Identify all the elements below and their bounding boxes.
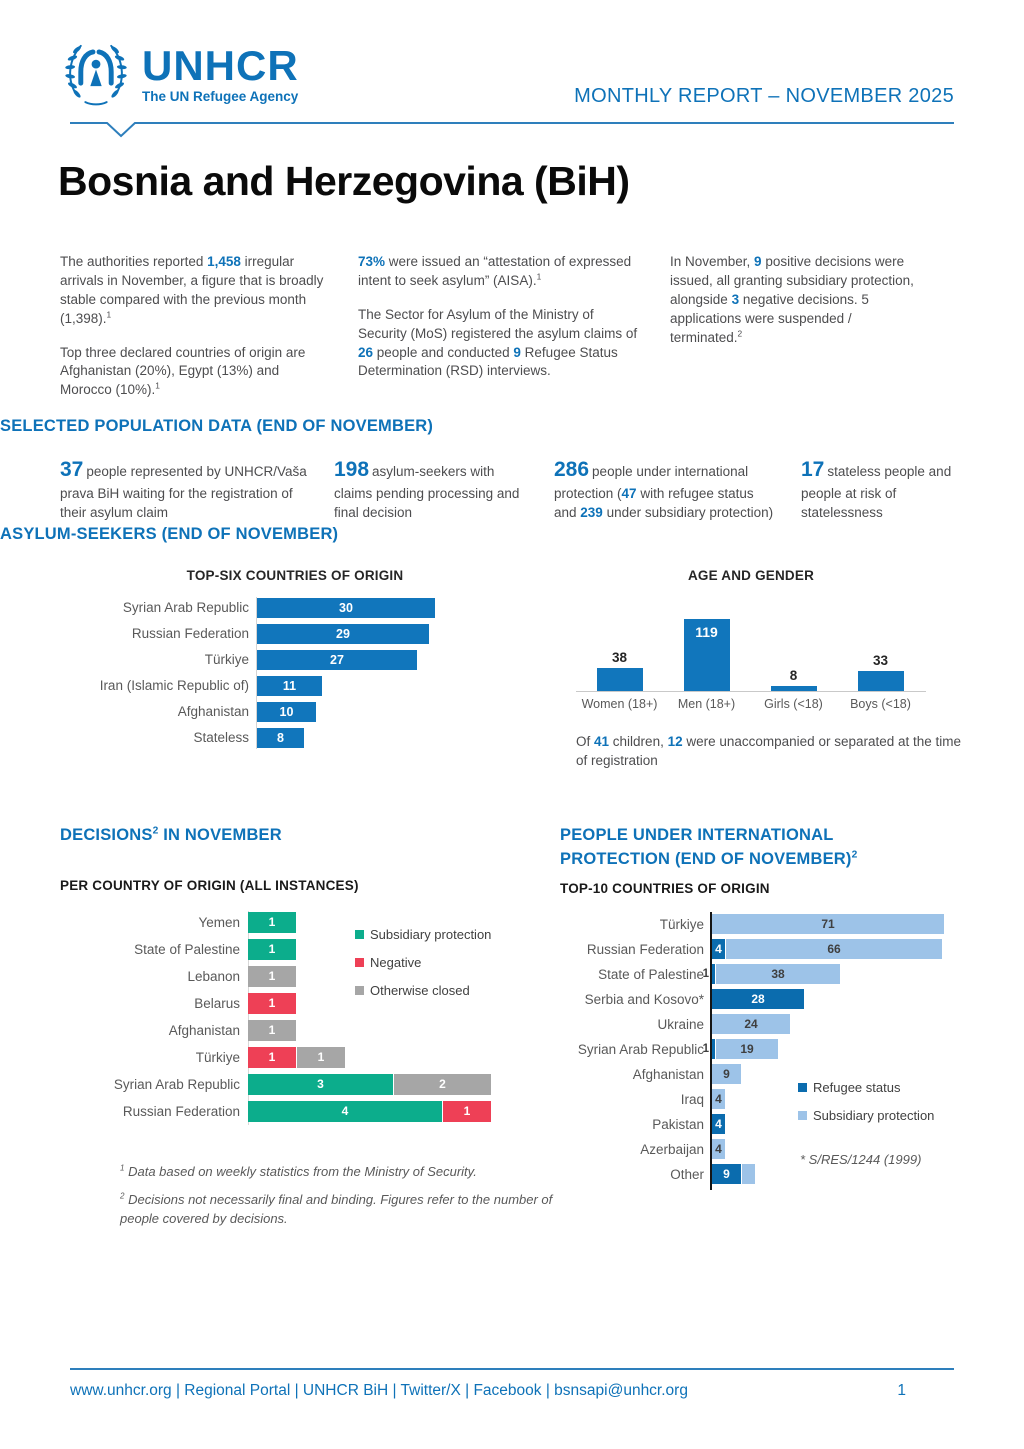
intro-column-2 [358,253,644,415]
decisions-subheading: PER COUNTRY OF ORIGIN (ALL INSTANCES) [60,877,359,893]
bar-row [560,1037,964,1062]
category-label: Russian Federation [586,941,704,957]
bar-row [560,987,964,1012]
bar-value-label: 10 [279,704,294,719]
bar-segments [248,966,296,987]
bar-segments [702,1039,778,1059]
category-label: State of Palestine [134,941,240,957]
bottom-sections [60,824,1024,1239]
footnote-2: $^2$ Decisions not necessarily final and binding. Figures refer to the number of people covered by decisions. [120,1192,553,1227]
bar [771,686,817,691]
bar-value-label: 1 [268,942,276,957]
intro-paragraph: The authorities reported 1,458 irregular arrivals in November, a figure that is broadly stable compared with the previous month (1,398).$^1$ [60,254,324,326]
unhcr-emblem-icon [58,36,134,112]
age-gender-bars [576,587,926,692]
bar-value-label: 8 [277,730,284,745]
category-label: Russian Federation [122,1103,240,1119]
bar-segment [742,1164,755,1184]
legend-swatch-icon [355,986,364,995]
legend-label: Refugee status [813,1079,901,1095]
logo-text [142,41,299,104]
bar-segments [248,1101,491,1122]
asylum-section-heading: ASYLUM-SEEKERS (END OF NOVEMBER) [0,524,339,543]
bar-segment [712,1164,742,1184]
legend-swatch-icon [355,930,364,939]
bar-segment [248,1074,394,1095]
bar-row [60,725,560,751]
category-label: Lebanon [187,968,240,984]
top-six-bars [60,595,560,751]
bar-value-label: 24 [744,1017,758,1032]
bar-row [60,1044,560,1071]
bar-segment [443,1101,491,1122]
bar-segment [712,939,726,959]
decisions-section [60,824,560,1239]
age-gender-categories [576,697,926,711]
protection-heading: PEOPLE UNDER INTERNATIONAL PROTECTION (END OF NOVEMBER)$^2$ [560,826,858,868]
category-label: Afghanistan [632,1066,704,1082]
category-label: Men (18+) [677,696,736,711]
bar-value-label: 4 [715,942,722,957]
category-label: Yemen [198,914,240,930]
category-label: State of Palestine [598,966,704,982]
bar-value-label: 1 [268,996,276,1011]
category-label: Belarus [194,995,240,1011]
population-stats [60,456,964,522]
legend-swatch-icon [355,958,364,967]
footer-links[interactable]: www.unhcr.org | Regional Portal | UNHCR BiH | Twitter/X | Facebook | bsnsapi@unhcr.org [70,1382,688,1399]
bar-value-label: 28 [751,992,765,1007]
children-note: Of 41 children, 12 were unaccompanied or separated at the time of registration [576,733,962,768]
decisions-legend [355,927,491,1011]
logo-title: UNHCR [142,41,299,89]
stat-stateless [801,456,964,522]
category-label: Afghanistan [177,704,249,720]
unhcr-logo [58,36,299,112]
bar-value-label: 66 [827,942,841,957]
intro-section [60,253,964,415]
report-title: MONTHLY REPORT – NOVEMBER 2025 [574,85,954,107]
header-divider [70,122,954,124]
chart-top-six-countries [60,568,560,771]
intro-paragraph: 73% were issued an “attestation of expressed intent to seek asylum” (AISA).$^1$ [358,254,632,288]
population-section-heading: SELECTED POPULATION DATA (END OF NOVEMBER) [0,417,434,436]
category-label: Ukraine [657,1016,704,1032]
bar-value-label: 119 [695,623,718,640]
bar-segment [712,1014,790,1034]
bar-segment [248,939,296,960]
bar-value-label: 1 [268,915,276,930]
bar-value-label: 1 [702,968,709,981]
bar-value-label: 9 [723,1167,730,1182]
bar-segment [712,989,804,1009]
legend-item [798,1108,934,1123]
legend-swatch-icon [798,1111,807,1120]
category-label: Serbia and Kosovo* [584,991,704,1007]
bar-value-label: 8 [789,667,798,683]
category-label: Türkiye [204,652,249,668]
protection-section [560,824,964,1239]
bar-segment [248,966,296,987]
bar-segment [716,964,840,984]
bar-segment [712,1064,741,1084]
bar-value-label: 9 [723,1067,730,1082]
bar-segment [248,993,296,1014]
bar [684,619,730,691]
legend-label: Subsidiary protection [813,1107,935,1123]
bar-row [560,1012,964,1037]
chart-age-gender [576,568,976,771]
bar-segments [712,1139,725,1159]
stat-text: people represented by UNHCR/Vaša prava BiH waiting for the registration of their asylum claim [60,464,307,520]
bar-segment [716,1039,778,1059]
page-number: 1 [897,1382,906,1399]
protection-subheading: TOP-10 COUNTRIES OF ORIGIN [560,880,770,896]
legend-item [355,955,491,970]
bar [257,598,435,618]
intro-paragraph: The Sector for Asylum of the Ministry of Security (MoS) registered the asylum claims of 26 people and conducted 9 Refugee Status Determination (RSD) interviews. [358,306,638,379]
stat-text: people under international protection (47 with refugee status and 239 under subsidiary protection) [554,464,774,520]
bar-segment [726,939,942,959]
bar [257,624,429,644]
bar-value-label: 3 [317,1077,324,1092]
category-label: Türkiye [195,1049,240,1065]
page-header [0,0,1024,122]
bar-segments [712,939,942,959]
bar-segment [248,1047,297,1068]
bar [257,676,322,696]
bar-value-label: 4 [715,1092,722,1107]
footnote-1: $^1$ Data based on weekly statistics from the Ministry of Security. [120,1163,477,1179]
bar-segment [248,1101,443,1122]
bar-value-label: 11 [282,678,297,693]
bar-column [576,650,663,691]
stat-text: asylum-seekers with claims pending processing and final decision [334,464,520,520]
bar-segment [712,1139,725,1159]
category-label: Iran (Islamic Republic of) [99,678,249,694]
bar-segment [248,912,296,933]
bar-segments [248,939,296,960]
legend-swatch-icon [798,1083,807,1092]
bar-segment [297,1047,345,1068]
bar-value-label: 1 [702,1043,709,1056]
kosovo-footnote: * S/RES/1244 (1999) [800,1151,922,1167]
legend-item [798,1080,934,1095]
bar-value-label: 1 [317,1050,325,1065]
legend-label: Subsidiary protection [370,926,492,942]
header-notch-icon [105,122,137,138]
bar-column [837,653,924,691]
category-label: Pakistan [652,1116,704,1132]
bar-segments [712,989,804,1009]
decisions-heading: DECISIONS$^2$ IN NOVEMBER [60,825,282,845]
intro-column-1 [60,253,332,415]
bar-value-label: 33 [872,652,889,668]
bar-segments [712,1014,790,1034]
bar [597,668,643,691]
legend-label: Negative [370,954,422,970]
bar-row [60,1017,560,1044]
protection-legend [798,1080,934,1136]
bar-segments [712,1164,755,1184]
category-label: Iraq [680,1091,704,1107]
category-label: Türkiye [659,916,704,932]
category-label: Stateless [193,730,249,746]
chart-title: AGE AND GENDER [687,567,815,583]
stat-waiting-registration [60,456,312,522]
bar-segments [712,1064,741,1084]
age-gender-plot [576,587,976,711]
stat-international-protection [554,456,779,522]
bar-segment [248,1020,296,1041]
stat-value: 37 [60,458,84,482]
page-footer [70,1368,954,1400]
category-label: Syrian Arab Republic [577,1041,704,1057]
bar [257,702,316,722]
intro-paragraph: In November, 9 positive decisions were issued, all granting subsidiary protection, alongside 3 negative decisions. 5 applications were suspended / terminated.$^2$ [670,254,914,345]
bar-value-label: 1 [268,969,276,984]
category-label: Azerbaijan [640,1141,704,1157]
bar-column [663,619,750,691]
bar [858,671,904,691]
category-label: Syrian Arab Republic [122,600,249,616]
bar-value-label: 30 [339,600,353,615]
bar [257,650,417,670]
intro-paragraph: Top three declared countries of origin are Afghanistan (20%), Egypt (13%) and Morocco (10%).$^1$ [60,344,306,398]
bar-segment [394,1074,491,1095]
bar-value-label: 2 [439,1077,446,1092]
stat-value: 17 [801,458,825,482]
stat-asylum-seekers [334,456,532,522]
bar-value-label: 19 [740,1042,754,1057]
stat-value: 198 [334,458,370,482]
bar-segments [248,993,296,1014]
category-label: Syrian Arab Republic [113,1076,240,1092]
bar-segments [248,912,296,933]
bar-row [60,647,560,673]
chart-top10-protection [560,912,964,1192]
legend-item [355,927,491,942]
bar-value-label: 4 [715,1117,722,1132]
bar-segment [712,914,944,934]
bar-value-label: 1 [463,1104,471,1119]
category-label: Other [670,1166,704,1182]
stat-text: stateless people and people at risk of statelessness [801,464,952,520]
bar-value-label: 1 [268,1023,276,1038]
bar-row [60,673,560,699]
bar-row [60,621,560,647]
category-label: Boys (<18) [850,696,911,711]
category-label: Russian Federation [131,626,249,642]
intro-column-3 [670,253,922,415]
bar-segment [712,1114,725,1134]
stat-value: 286 [554,458,590,482]
bar-row [60,1071,560,1098]
bar-value-label: 4 [715,1142,722,1157]
bar-value-label: 27 [330,652,344,667]
chart-title: TOP-SIX COUNTRIES OF ORIGIN [186,567,404,583]
bar-segment [712,1089,725,1109]
bar-row [560,912,964,937]
bar-segments [248,1074,491,1095]
logo-tagline: The UN Refugee Agency [142,88,299,104]
bar-segments [712,1089,725,1109]
chart-decisions-by-origin [60,909,560,1127]
bar-segments [712,1114,725,1134]
bar-value-label: 38 [611,649,628,665]
bar-segments [712,914,944,934]
bar-row [60,699,560,725]
bar-value-label: 38 [771,967,785,982]
legend-label: Otherwise closed [370,982,470,998]
bar-row [560,962,964,987]
footnotes [120,1163,560,1230]
category-label: Afghanistan [168,1022,240,1038]
legend-item [355,983,491,998]
bar-value-label: 71 [821,917,835,932]
bar-row [560,937,964,962]
bar-value-label: 4 [341,1104,349,1119]
bar-column [750,668,837,691]
category-label: Girls (<18) [764,696,823,711]
bar [257,728,304,748]
page-title: Bosnia and Herzegovina (BiH) [58,158,630,204]
bar-row [60,1098,560,1125]
bar-value-label: 29 [336,626,350,641]
bar-row [60,595,560,621]
category-label: Women (18+) [581,696,658,711]
bar-value-label: 1 [268,1050,276,1065]
bar-segments [248,1047,345,1068]
bar-segments [248,1020,296,1041]
asylum-charts-row [60,568,1024,771]
bar-segments [702,964,840,984]
